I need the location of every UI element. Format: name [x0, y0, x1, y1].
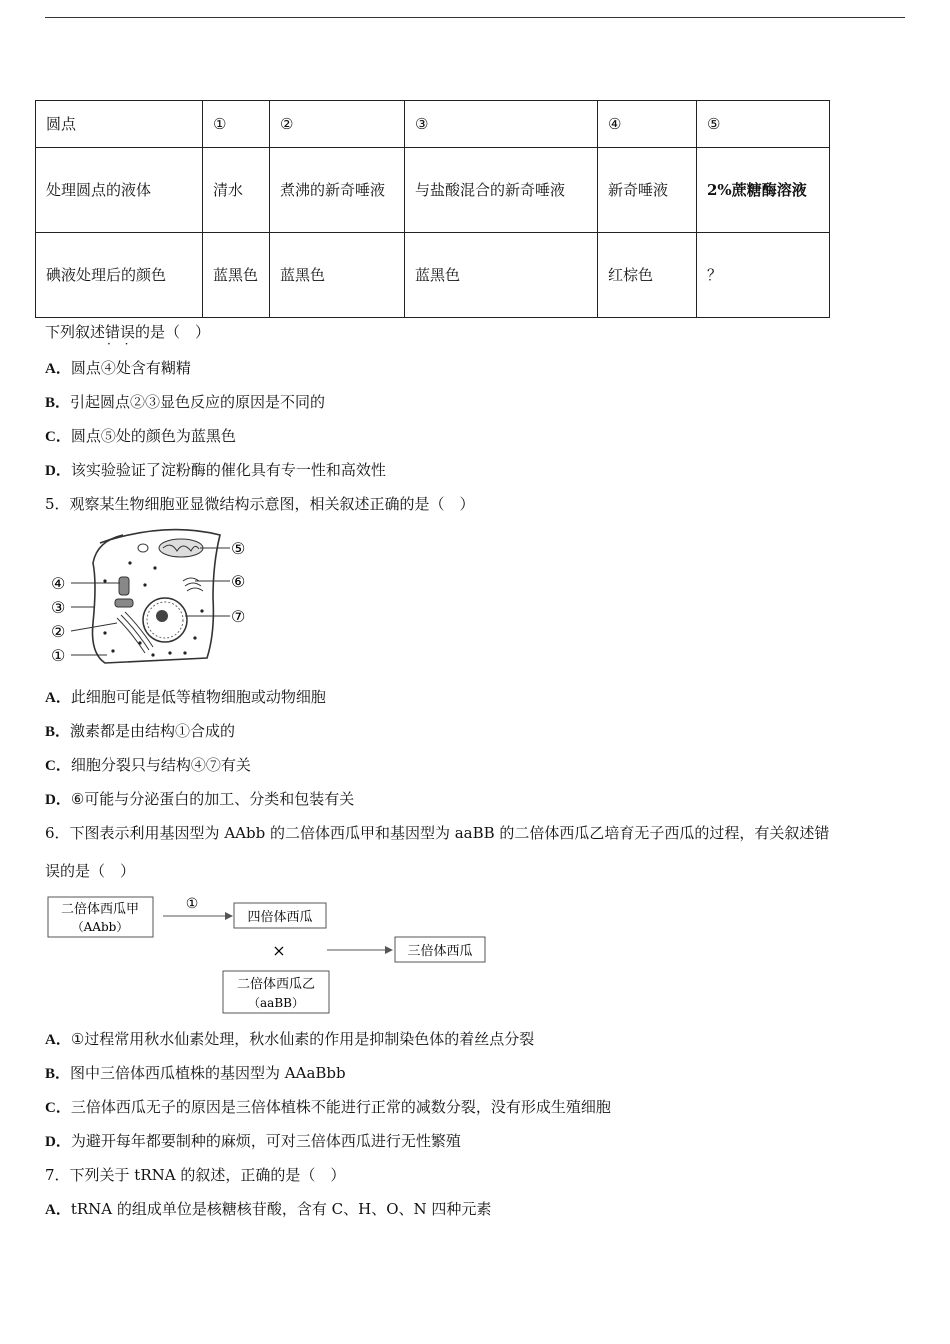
q6-option-b: B．图中三倍体西瓜植株的基因型为 AAaBbb [45, 1064, 346, 1082]
cell-label: ④ [51, 574, 66, 593]
table-row [36, 101, 830, 148]
table-cell: ⑤ [697, 101, 830, 148]
q5-option-b: B．激素都是由结构①合成的 [45, 722, 236, 740]
q6-stem-line2: 误的是（ ） [45, 862, 136, 880]
q4-option-a: A．圆点④处含有糊精 [45, 359, 191, 377]
table-cell: 处理圆点的液体 [36, 148, 203, 233]
cell-label: ① [51, 646, 66, 665]
q6-option-d: D．为避开每年都要制种的麻烦，可对三倍体西瓜进行无性繁殖 [45, 1132, 461, 1150]
table-cell: 2%蔗糖酶溶液 [697, 148, 830, 233]
q4-option-d: D．该实验验证了淀粉酶的催化具有专一性和高效性 [45, 461, 386, 479]
q4-option-c: C．圆点⑤处的颜色为蓝黑色 [45, 427, 236, 445]
table-row [36, 148, 830, 233]
box-label: 二倍体西瓜甲 [60, 902, 140, 917]
cell-label: ⑦ [231, 607, 246, 626]
table-cell: 碘液处理后的颜色 [36, 233, 203, 318]
cell-label: ⑥ [231, 572, 246, 591]
box-label: （AAbb） [71, 920, 129, 934]
table-cell: 与盐酸混合的新奇唾液 [405, 148, 598, 233]
cell-label: ③ [51, 598, 66, 617]
table-cell: 蓝黑色 [270, 233, 405, 318]
q6-stem-line1: 6．下图表示利用基因型为 AAbb 的二倍体西瓜甲和基因型为 aaBB 的二倍体西瓜乙培育无子西瓜的过程，有关叙述错 [45, 824, 830, 842]
table-cell: ② [270, 101, 405, 148]
q5-option-a: A．此细胞可能是低等植物细胞或动物细胞 [45, 688, 326, 706]
cell-diagram [45, 523, 260, 668]
box-label: 四倍体西瓜 [247, 910, 313, 925]
table-cell: ？ [697, 233, 830, 318]
q5-stem: 5．观察某生物细胞亚显微结构示意图，相关叙述正确的是（ ） [45, 495, 475, 513]
table-row [36, 233, 830, 318]
q5-option-c: C．细胞分裂只与结构④⑦有关 [45, 756, 251, 774]
table-cell: 清水 [203, 148, 270, 233]
q5-option-d: D．⑥可能与分泌蛋白的加工、分类和包装有关 [45, 790, 355, 808]
table-cell: 蓝黑色 [405, 233, 598, 318]
table-cell: ④ [598, 101, 697, 148]
table-cell: 煮沸的新奇唾液 [270, 148, 405, 233]
table-cell: 新奇唾液 [598, 148, 697, 233]
cell-label: ② [51, 622, 66, 641]
header-rule [45, 17, 905, 18]
cross-symbol: × [272, 941, 286, 960]
box-label: （aaBB） [248, 996, 304, 1010]
q6-option-c: C．三倍体西瓜无子的原因是三倍体植株不能进行正常的减数分裂，没有形成生殖细胞 [45, 1098, 611, 1116]
table-cell: ① [203, 101, 270, 148]
box-label: 二倍体西瓜乙 [236, 977, 316, 992]
breeding-diagram [45, 893, 495, 1018]
box-label: 三倍体西瓜 [407, 944, 473, 959]
experiment-table [35, 100, 830, 318]
table-cell: 红棕色 [598, 233, 697, 318]
cell-label: ⑤ [231, 539, 246, 558]
q4-stem: 下列叙述错误 · ·的是（ ） [45, 321, 210, 342]
step-label: ① [185, 896, 199, 912]
table-cell: 圆点 [36, 101, 203, 148]
table-cell: ③ [405, 101, 598, 148]
emphasis-text: 错误 · · [105, 323, 135, 341]
q4-option-b: B．引起圆点②③显色反应的原因是不同的 [45, 393, 326, 411]
q7-stem: 7．下列关于 tRNA 的叙述，正确的是（ ） [45, 1166, 346, 1184]
table-cell: 蓝黑色 [203, 233, 270, 318]
q7-option-a: A．tRNA 的组成单位是核糖核苷酸，含有 C、H、O、N 四种元素 [45, 1200, 492, 1218]
q6-option-a: A．①过程常用秋水仙素处理，秋水仙素的作用是抑制染色体的着丝点分裂 [45, 1030, 535, 1048]
